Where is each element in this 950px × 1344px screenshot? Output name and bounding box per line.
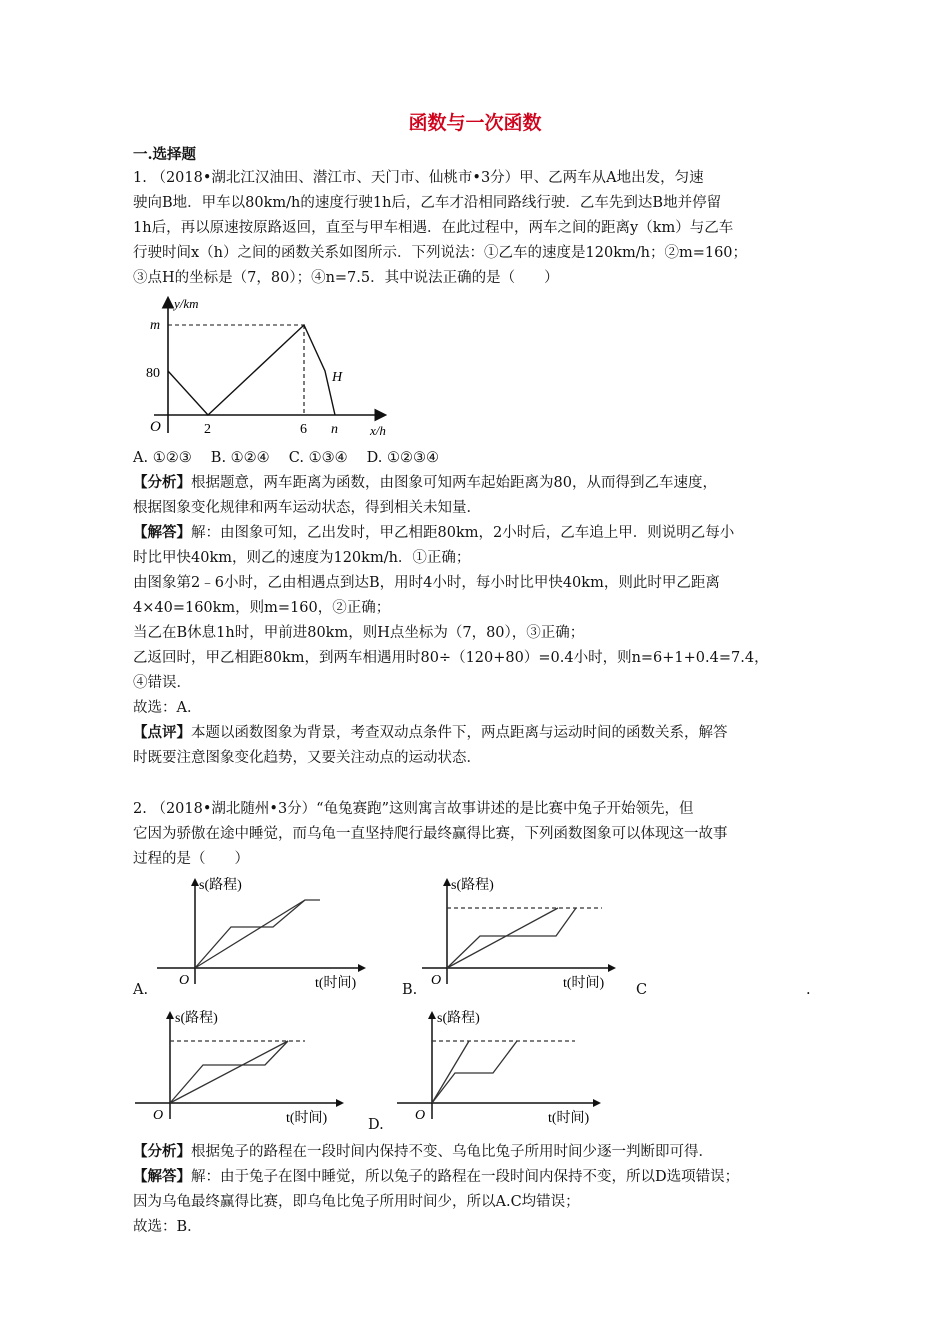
- q1-solution-line-8: 故选：A．: [133, 700, 202, 716]
- graph-a-x-label: t(时间): [315, 976, 357, 990]
- turtle-line: [170, 1041, 288, 1103]
- q1-line-5: ③点H的坐标是（7，80）；④n=7.5．其中说法正确的是（ ）: [133, 270, 559, 286]
- q1-solution-line-3: 由图象第2﹣6小时，乙由相遇点到达B，用时4小时，每小时比甲快40km，则此时甲乙距离: [133, 575, 720, 591]
- q1-analysis-line-1: [133, 471, 833, 495]
- q1-tick-n: n: [331, 422, 338, 437]
- solution-tag: 【解答】: [133, 524, 191, 541]
- q2-line-2: 它因为骄傲在途中睡觉，而乌龟一直坚持爬行最终赢得比赛，下列函数图象可以体现这一故事: [133, 826, 728, 842]
- q1-comment-line-1: [133, 721, 833, 745]
- rabbit-line: [447, 908, 576, 968]
- turtle-line: [195, 900, 305, 968]
- q1-solution-line-6: 乙返回时，甲乙相距80km，到两车相遇用时80÷（120+80）=0.4小时，则n=6+1+0.4=7.4，: [133, 650, 769, 666]
- q2-solution-line-3: 故选：B．: [133, 1219, 202, 1235]
- q1-graph-line: [168, 325, 335, 415]
- graph-c-x-label: t(时间): [286, 1111, 328, 1125]
- graph-c-origin: O: [153, 1108, 164, 1123]
- q1-solution-line-1: [133, 521, 833, 545]
- q1-solution-line-5: 当乙在B休息1h时，甲前进80km，则H点坐标为（7，80），③正确；: [133, 625, 585, 641]
- q1-solution-line-4: 4×40=160km，则m=160，②正确；: [133, 600, 391, 616]
- solution-text: 解：由图象可知，乙出发时，甲乙相距80km，2小时后，乙车追上甲．则说明乙每小: [191, 525, 735, 541]
- q2-solution-line-2: 因为乌龟最终赢得比赛，即乌龟比兔子所用时间少，所以A.C均错误；: [133, 1194, 580, 1210]
- q2-graph-b: [420, 872, 620, 990]
- option-c-label: C: [636, 982, 648, 998]
- comment-tag: 【点评】: [133, 724, 191, 741]
- q1-tick-2: 2: [204, 422, 211, 437]
- q1-distance-graph: [140, 293, 390, 441]
- analysis-text: 根据题意，两车距离为函数，由图象可知两车起始距离为80，从而得到乙车速度，: [191, 475, 717, 491]
- q1-y-label: y/km: [174, 296, 199, 311]
- q1-tick-m: m: [150, 318, 161, 333]
- q2-solution-line-1: [133, 1165, 833, 1189]
- q2-analysis-line: [133, 1140, 833, 1164]
- q2-line-1: 2. （2018•湖北随州•3分）“龟兔赛跑”这则寓言故事讲述的是比赛中兔子开始领先，但: [133, 801, 694, 817]
- q1-analysis-line-2: 根据图象变化规律和两车运动状态，得到相关未知量．: [133, 500, 481, 516]
- graph-b-x-label: t(时间): [563, 976, 605, 990]
- q1-solution-line-7: ④错误．: [133, 675, 191, 691]
- analysis-tag: 【分析】: [133, 474, 191, 491]
- graph-b-origin: O: [431, 973, 442, 988]
- q2-graph-c: [133, 1003, 348, 1125]
- q1-line-4: 行驶时间x（h）之间的函数关系如图所示．下列说法：①乙车的速度是120km/h；②m=160；: [133, 245, 748, 261]
- q1-line-2: 驶向B地．甲车以80km/h的速度行驶1h后，乙车才沿相同路线行驶．乙车先到达B地并停留: [133, 195, 722, 211]
- turtle-line: [432, 1041, 469, 1103]
- q1-line-1: 1. （2018•湖北江汉油田、潜江市、天门市、仙桃市•3分）甲、乙两车从A地出发，匀速: [133, 170, 704, 186]
- section-heading: 一.选择题: [133, 146, 197, 163]
- graph-a-y-label: s(路程): [199, 878, 242, 893]
- option-b-label: B.: [402, 982, 418, 998]
- q2-line-3: 过程的是（ ）: [133, 851, 249, 867]
- q1-solution-line-2: 时比甲快40km，则乙的速度为120km/h．①正确；: [133, 550, 471, 566]
- graph-a-origin: O: [179, 973, 190, 988]
- comment-text: 本题以函数图象为背景，考查双动点条件下，两点距离与运动时间的函数关系，解答: [191, 725, 728, 741]
- turtle-line: [447, 908, 558, 968]
- rabbit-line: [195, 900, 320, 968]
- solution-text: 解：由于兔子在图中睡觉，所以兔子的路程在一段时间内保持不变，所以D选项错误；: [191, 1169, 740, 1185]
- graph-c-y-label: s(路程): [175, 1011, 218, 1026]
- q2-graph-d: [395, 1003, 605, 1125]
- option-c-dot: .: [806, 982, 811, 998]
- analysis-text: 根据兔子的路程在一段时间内保持不变、乌龟比兔子所用时间少逐一判断即可得．: [191, 1144, 713, 1160]
- q1-tick-6: 6: [300, 422, 307, 437]
- graph-b-y-label: s(路程): [451, 878, 494, 893]
- q1-origin: O: [150, 419, 161, 435]
- q1-point-h: H: [332, 370, 343, 385]
- rabbit-line: [432, 1041, 517, 1103]
- page-title: 函数与一次函数: [408, 112, 542, 134]
- q1-x-label: x/h: [370, 423, 386, 438]
- q1-line-3: 1h后，再以原速按原路返回，直至与甲车相遇．在此过程中，两车之间的距离y（km）与乙车: [133, 220, 734, 236]
- solution-tag: 【解答】: [133, 1168, 191, 1185]
- graph-d-x-label: t(时间): [548, 1111, 590, 1125]
- q1-comment-line-2: 时既要注意图象变化趋势，又要关注动点的运动状态．: [133, 750, 481, 766]
- option-d-label: D.: [368, 1117, 384, 1133]
- graph-d-origin: O: [415, 1108, 426, 1123]
- graph-d-y-label: s(路程): [437, 1011, 480, 1026]
- q1-tick-80: 80: [146, 366, 160, 381]
- analysis-tag: 【分析】: [133, 1143, 191, 1160]
- q1-options: A. ①②③ B. ①②④ C. ①③④ D. ①②③④: [133, 450, 440, 466]
- option-a-label: A.: [133, 982, 149, 998]
- q2-graph-a: [155, 872, 370, 990]
